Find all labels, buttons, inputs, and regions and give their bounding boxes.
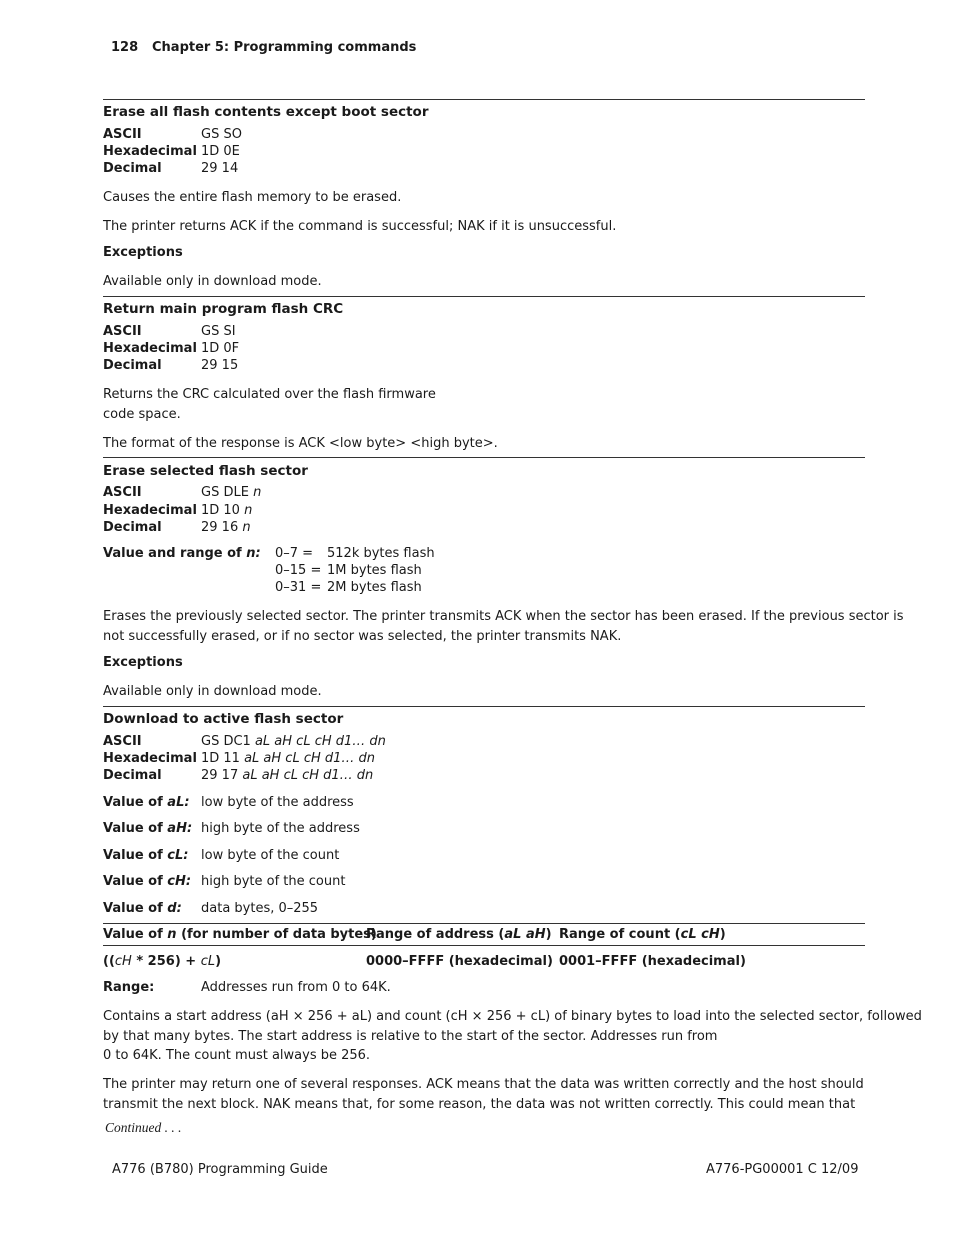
value-description: high byte of the address xyxy=(201,821,360,836)
command-text: GS DLE xyxy=(201,485,254,500)
hex-label: Hexadecimal xyxy=(103,341,197,356)
param-n: n xyxy=(244,503,253,518)
decimal-value: 29 14 xyxy=(201,161,239,176)
param-name: cL xyxy=(200,954,216,969)
range-meaning: 2M bytes flash xyxy=(327,580,422,595)
description: The format of the response is ACK <low byte> <high byte>. xyxy=(103,436,498,451)
range-meaning: 1M bytes flash xyxy=(327,563,422,578)
command-text: GS DC1 xyxy=(201,734,255,749)
table-header-rule xyxy=(103,945,865,946)
hex-label: Hexadecimal xyxy=(103,751,197,766)
section-divider xyxy=(103,706,865,707)
table-header-address xyxy=(366,926,552,943)
description: transmit the next block. NAK means that, for some reason, the data was not written correctly. This could mean that xyxy=(103,1097,856,1112)
range-label: Range: xyxy=(103,980,155,995)
table-top-rule xyxy=(103,923,865,924)
param-name: cH: xyxy=(167,874,192,889)
decimal-value xyxy=(201,519,251,536)
section-divider xyxy=(103,296,865,297)
description: The printer returns ACK if the command is successful; NAK if it is unsuccessful. xyxy=(103,219,617,234)
ascii-value xyxy=(201,733,386,750)
param-name: aH: xyxy=(167,821,193,836)
page-number: 128 xyxy=(111,40,139,55)
hex-label: Hexadecimal xyxy=(103,503,197,518)
decimal-value xyxy=(201,767,373,784)
range-meaning: 512k bytes flash xyxy=(327,546,435,561)
table-cell-address: 0000–FFFF (hexadecimal) xyxy=(366,954,553,969)
ascii-value: GS SO xyxy=(201,127,242,142)
param-name: cL: xyxy=(167,848,189,863)
section-title-erase-selected: Erase selected flash sector xyxy=(103,463,308,479)
param-name: cL cH xyxy=(680,927,720,942)
section-divider xyxy=(103,99,865,100)
value-label-d xyxy=(103,900,182,917)
description: Contains a start address (aH × 256 + aL) and count (cH × 256 + cL) of binary bytes to load into the selected sector, followed xyxy=(103,1009,922,1024)
exceptions-heading: Exceptions xyxy=(103,655,183,670)
hex-value: 1D 0E xyxy=(201,144,240,159)
section-title-erase-all: Erase all flash contents except boot sector xyxy=(103,104,429,120)
chapter-title: Chapter 5: Programming commands xyxy=(152,40,417,55)
section-title-return-crc: Return main program flash CRC xyxy=(103,301,344,317)
hex-label: Hexadecimal xyxy=(103,144,197,159)
value-range-label xyxy=(103,545,261,562)
decimal-label: Decimal xyxy=(103,358,162,373)
value-label-cH xyxy=(103,873,191,890)
hex-value xyxy=(201,502,252,519)
value-description: low byte of the count xyxy=(201,848,340,863)
continued-note: Continued . . . xyxy=(105,1120,182,1135)
value-description: high byte of the count xyxy=(201,874,346,889)
footer-right: A776-PG00001 C 12/09 xyxy=(706,1162,859,1177)
value-label-text: Value of xyxy=(103,874,168,889)
hex-value: 1D 0F xyxy=(201,341,240,356)
value-label-cL xyxy=(103,847,189,864)
command-params: aL aH cL cH d1… dn xyxy=(242,768,374,783)
table-header-count xyxy=(559,926,726,943)
header-text: ) xyxy=(545,927,552,942)
description: The printer may return one of several responses. ACK means that the data was written correctly and the host should xyxy=(103,1077,864,1092)
value-label-text: Value of xyxy=(103,795,168,810)
param-name: d: xyxy=(167,901,182,916)
table-cell-count: 0001–FFFF (hexadecimal) xyxy=(559,954,746,969)
param-n: n: xyxy=(246,546,261,561)
header-text: Range of count ( xyxy=(559,927,681,942)
param-name: n xyxy=(167,927,177,942)
table-cell-n xyxy=(103,953,221,970)
description: 0 to 64K. The count must always be 256. xyxy=(103,1048,371,1063)
ascii-label: ASCII xyxy=(103,734,142,749)
value-label-text: Value of xyxy=(103,848,168,863)
command-text: 29 17 xyxy=(201,768,243,783)
table-header-n xyxy=(103,926,377,943)
hex-value xyxy=(201,750,375,767)
description: Causes the entire flash memory to be erased. xyxy=(103,190,402,205)
value-range-text: Value and range of xyxy=(103,546,247,561)
ascii-label: ASCII xyxy=(103,485,142,500)
param-n: n xyxy=(253,485,262,500)
header-text: Value of xyxy=(103,927,168,942)
ascii-label: ASCII xyxy=(103,127,142,142)
ascii-value xyxy=(201,484,261,501)
value-label-aH xyxy=(103,820,192,837)
command-params: aL aH cL cH d1… dn xyxy=(244,751,376,766)
description: code space. xyxy=(103,407,181,422)
section-title-download: Download to active flash sector xyxy=(103,711,344,727)
command-text: 1D 10 xyxy=(201,503,245,518)
command-params: aL aH cL cH d1… dn xyxy=(254,734,386,749)
value-label-text: Value of xyxy=(103,901,168,916)
description: Erases the previously selected sector. The printer transmits ACK when the sector has been erased. If the previous sector is xyxy=(103,609,904,624)
section-divider xyxy=(103,457,865,458)
cell-text: (( xyxy=(103,954,115,969)
param-name: cH xyxy=(114,954,132,969)
value-label-aL xyxy=(103,794,190,811)
value-label-text: Value of xyxy=(103,821,168,836)
header-text: (for number of data bytes) xyxy=(176,927,377,942)
ascii-value: GS SI xyxy=(201,324,236,339)
decimal-label: Decimal xyxy=(103,520,162,535)
param-name: aL: xyxy=(167,795,190,810)
exceptions-text: Available only in download mode. xyxy=(103,684,322,699)
ascii-label: ASCII xyxy=(103,324,142,339)
value-description: low byte of the address xyxy=(201,795,354,810)
param-name: aL aH xyxy=(504,927,546,942)
range-entry: 0–7 = xyxy=(275,546,314,561)
decimal-label: Decimal xyxy=(103,768,162,783)
description: Returns the CRC calculated over the flash firmware xyxy=(103,387,436,402)
decimal-value: 29 15 xyxy=(201,358,239,373)
value-description: data bytes, 0–255 xyxy=(201,901,319,916)
command-text: 29 16 xyxy=(201,520,243,535)
description: by that many bytes. The start address is relative to the start of the sector. Addresses run from xyxy=(103,1029,718,1044)
footer-left: A776 (B780) Programming Guide xyxy=(112,1162,328,1177)
decimal-label: Decimal xyxy=(103,161,162,176)
cell-text: * 256) + xyxy=(131,954,201,969)
range-value: Addresses run from 0 to 64K. xyxy=(201,980,391,995)
param-n: n xyxy=(242,520,251,535)
header-text: ) xyxy=(719,927,726,942)
header-text: Range of address ( xyxy=(366,927,505,942)
command-text: 1D 11 xyxy=(201,751,245,766)
range-entry: 0–15 = xyxy=(275,563,322,578)
range-entry: 0–31 = xyxy=(275,580,322,595)
exceptions-heading: Exceptions xyxy=(103,245,183,260)
exceptions-text: Available only in download mode. xyxy=(103,274,322,289)
cell-text: ) xyxy=(215,954,222,969)
description: not successfully erased, or if no sector was selected, the printer transmits NAK. xyxy=(103,629,622,644)
